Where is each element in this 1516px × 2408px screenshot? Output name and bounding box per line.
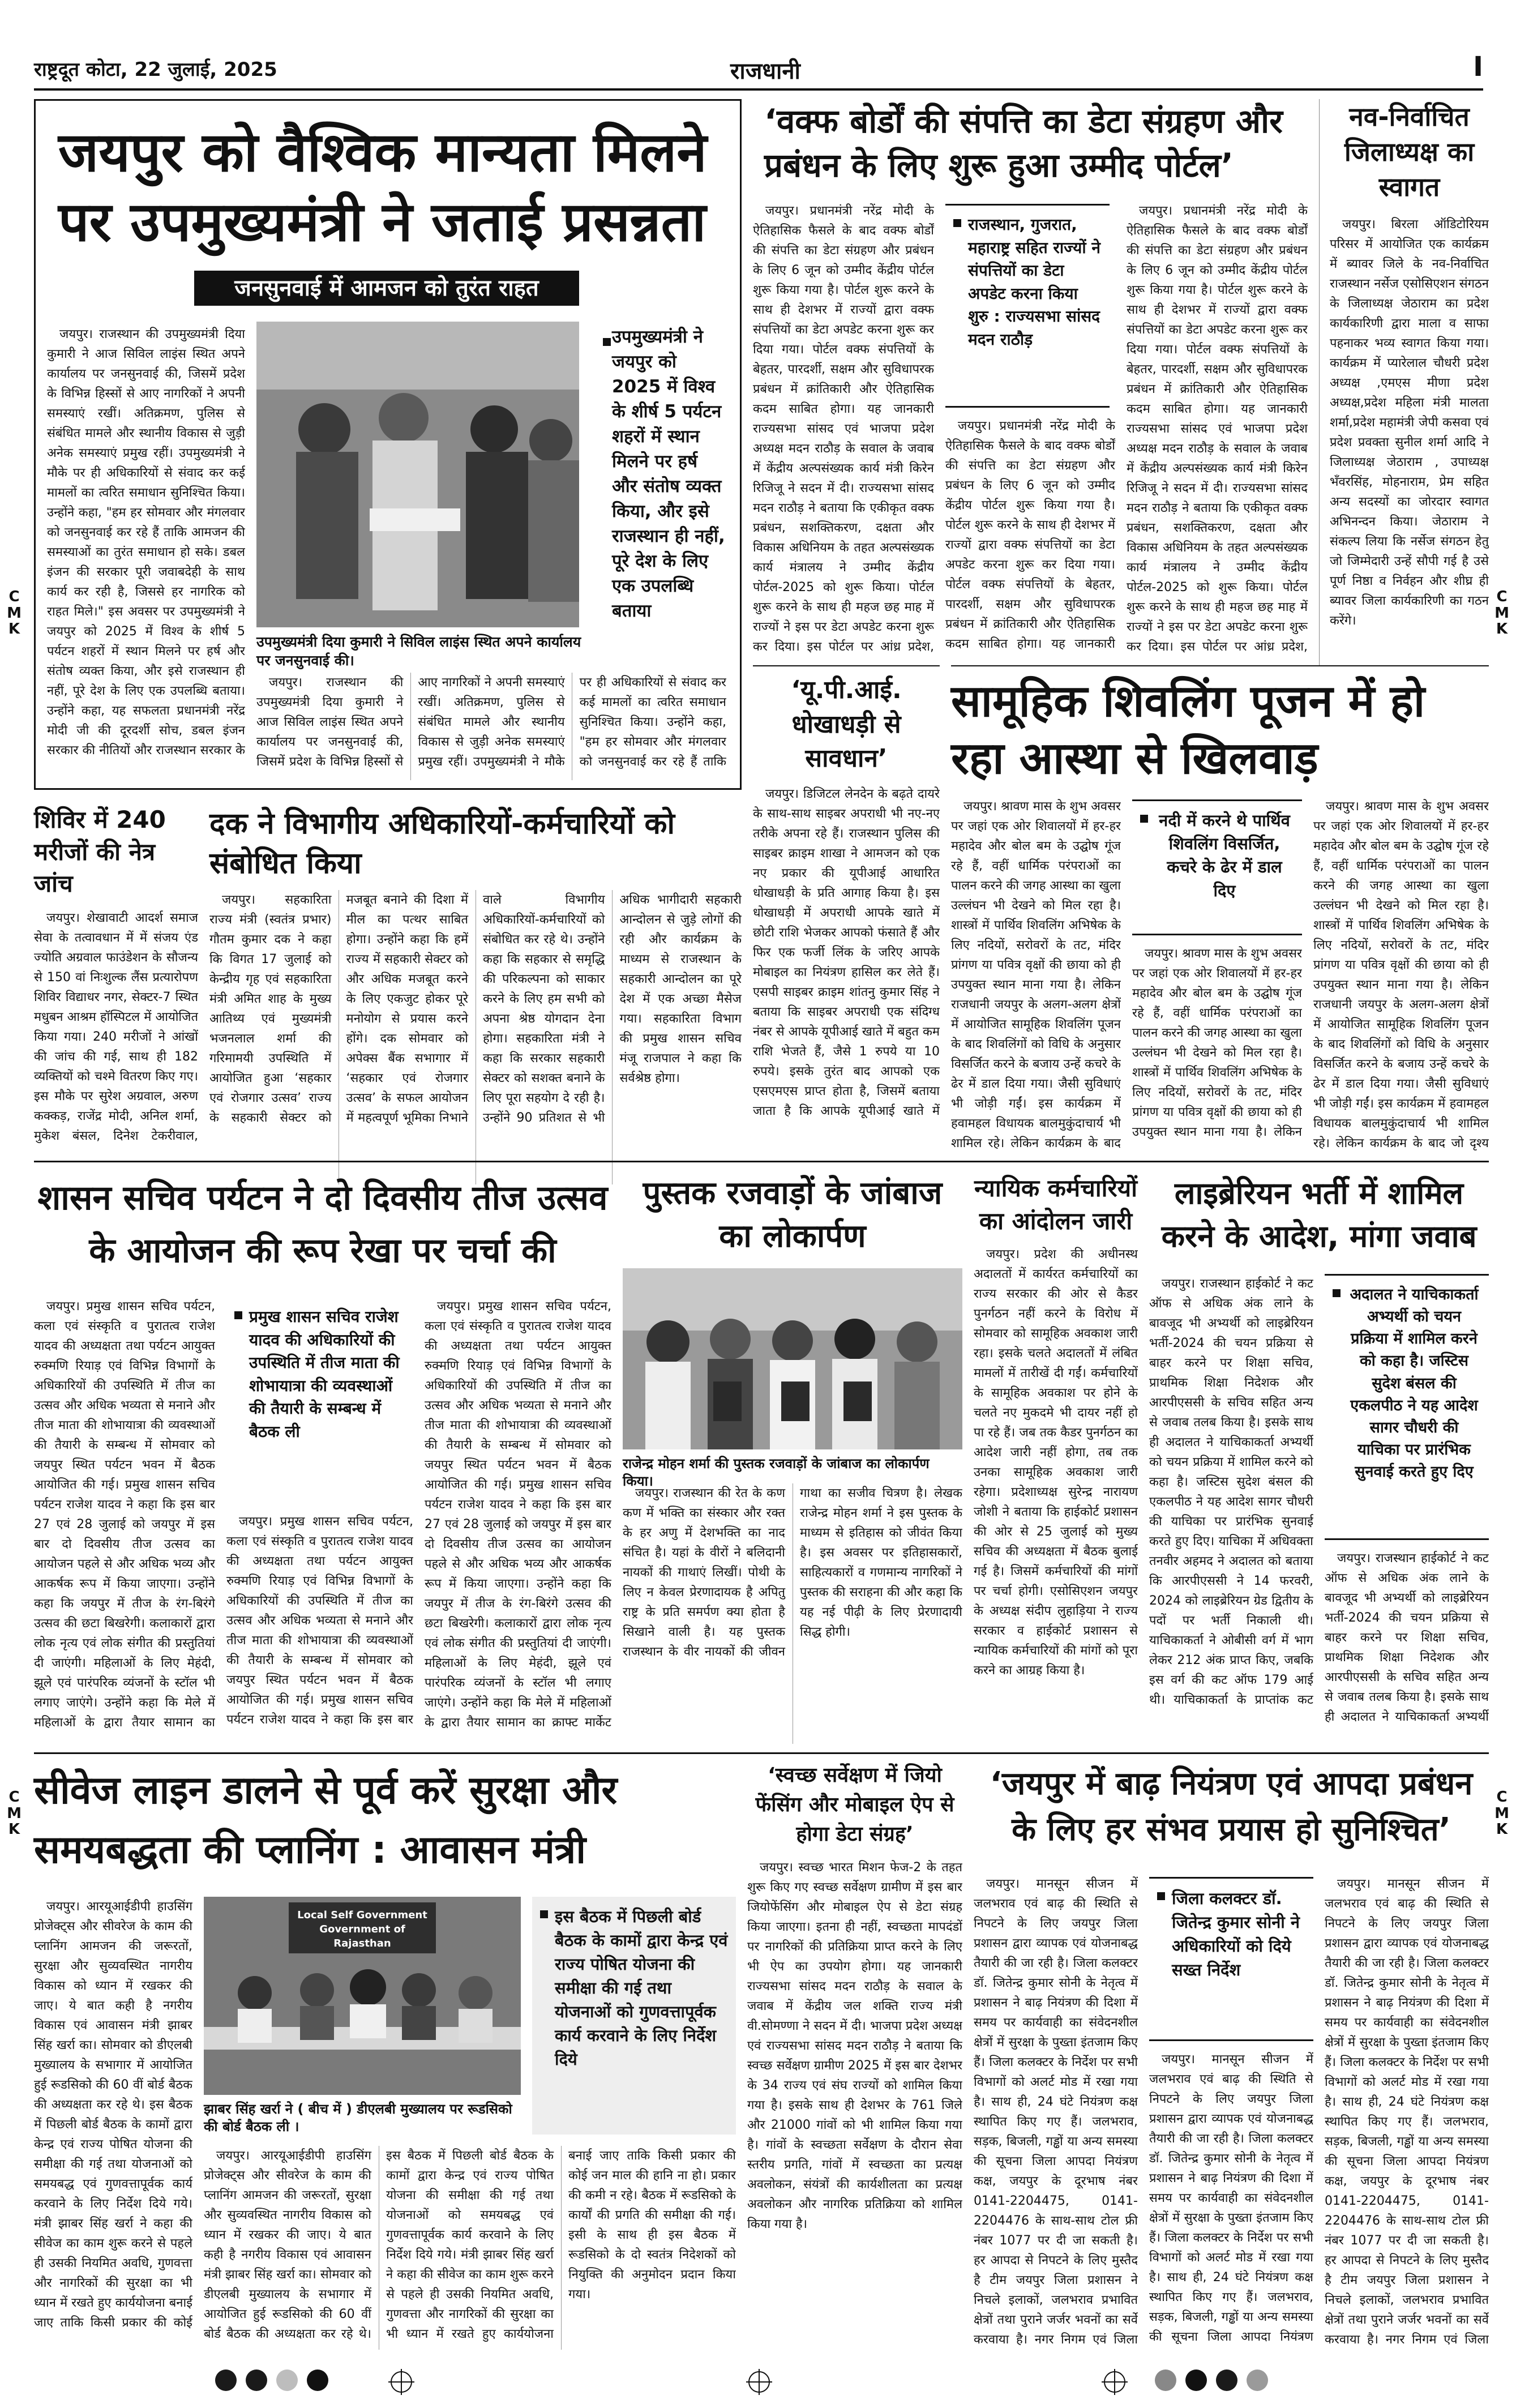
article-text: जयपुर। आरयूआईडीपी हाउसिंग प्रोजेक्ट्स और सीवरेज के काम की प्लानिंग आमजन की जरूरतों, सुरक्षा और सुव्यवस्थित नागरीय विकास को ध्यान में रखकर की जाए। ये बात कही है नगरीय विकास एवं आवासन मंत्री झाबर सिंह खर्रा का। सोमवार को डीएलबी मुख्यालय के सभागार में आयोजित हुई रूडसिको की 60 वीं बोर्ड बैठक की अध्यक्षता कर रहे थे। इस बैठक में पिछली बोर्ड बैठक के कामों द्वारा केन्द्र एवं राज्य पोषित योजना की समीक्षा की गई तथा योजनाओं को समयबद्ध एवं गुणवत्तापूर्वक कार्य करवाने के लिए निर्देश दिये गये। मंत्री झाबर सिंह खर्रा ने कहा की सीवेज का काम शुरू करने से पहले ही उसकी नियमित अवधि, गुणवत्ता और नागरिकों की सुरक्षा का भी ध्यान में रखते हुए कार्ययोजना बनाई जाए ताकि किसी प्रकार की कोई xyxy=(34,1900,192,2330)
article-body xyxy=(623,1483,962,1744)
article-body-col1 xyxy=(34,1297,215,1744)
article-text: जयपुर। श्रावण मास के शुभ अवसर पर जहां एक ओर शिवालयों में हर-हर महादेव और बोल बम के उद्घोष गूंज रहे हैं, वहीं धार्मिक परंपराओं का पालन करने की जगह आस्था का खुला उल्लंघन भी देखने को मिल रहा है। शास्त्रों में पार्थिव शिवलिंग अभिषेक के लिए नदियों, सरोवरों के तट, मंदिर प्रांगण या पवित्र वृक्षों की छाया को ही उपयुक्त स्थान माना गया है। लेकिन राजधानी जयपुर के अलग-अलग क्षेत्रों में आयोजित सामूहिक शिवलिंग पूजन के बाद शिवलिंगों को विधि के अनुसार विसर्जित करने के बजाय उन्हें कचरे के ढेर में डाल दिया गया। जैसी सुविधाएं भी जोड़ी गईं। इस कार्यक्रम में हवामहल विधायक बालमुकुंदाचार्य भी शामिल रहे। लेकिन कार्यक्रम के बाद xyxy=(951,799,1121,1150)
article-body-col3 xyxy=(1127,201,1308,665)
article-body-col3 xyxy=(1325,1874,1489,2350)
article-headline: नव-निर्वाचित जिलाध्यक्ष का स्वागत xyxy=(1344,101,1475,203)
article-judicial-staff xyxy=(974,1172,1138,1744)
cmk-m: M xyxy=(7,604,22,622)
article-shivling xyxy=(951,665,1489,1152)
registration-mark-icon xyxy=(1104,2371,1125,2393)
quote-text: प्रमुख शासन सचिव राजेश यादव की अधिकारियों की उपस्थिति में तीज माता की शोभायात्रा की व्यवस्थाओं की तैयारी के सम्बन्ध में बैठक ली xyxy=(226,1298,413,1452)
cmk-marker xyxy=(5,1789,24,1838)
cmk-c: C xyxy=(1496,1789,1508,1806)
photo-caption: झाबर सिंह खर्रा ने ( बीच में ) डीएलबी मुख्यालय पर रूडसिको की बोर्ड बैठक ली । xyxy=(204,2101,512,2135)
article-headline: जयपुर को वैश्विक मान्यता मिलने पर उपमुख्यमंत्री ने जताई प्रसन्नता xyxy=(58,121,707,254)
article-waqf xyxy=(753,99,1308,665)
issue-date: राष्ट्रदूत कोटा, 22 जुलाई, 2025 xyxy=(34,58,277,81)
article-headline: सामूहिक शिवलिंग पूजन में हो रहा आस्था से खिलवाड़ xyxy=(951,676,1425,785)
article-body-col2 xyxy=(1325,1549,1489,1744)
article-body xyxy=(209,890,742,1184)
quote-text: अदालत ने याचिकाकर्ता अभ्यर्थी को चयन प्रक्रिया में शामिल करने को कहा है। जस्टिस सुदेश बंसल की एकलपीठ ने यह आदेश सागर चौधरी की याचिका पर प्रारंभिक सुनवाई करते हुए दिए xyxy=(1325,1276,1489,1491)
cmk-c: C xyxy=(8,1789,20,1806)
article-text: जयपुर। बिरला ऑडिटोरियम परिसर में आयोजित एक कार्यक्रम में ब्यावर जिले के नव-निर्वाचित राजस्थान नर्सेज एसोसिएशन संगठन के जिलाध्यक्ष जेठाराम का प्रदेश कार्यकारिणी द्वारा माला व साफा पहनाकर भव्य स्वागत किया गया। कार्यक्रम में प्यारेलाल चौधरी प्रदेश अध्यक्ष ,एमएस मीणा प्रदेश अध्यक्ष,प्रदेश महिला मंत्री मालता शर्मा,प्रदेश महामंत्री जेपी कसवा एवं प्रदेश प्रवक्ता सुनील शर्मा आदि ने जिलाध्यक्ष जेठाराम , उपाध्यक्ष भँवरसिंह, मोहनाराम, प्रेम सहित अन्य सदस्यों का जोरदार स्वागत अभिनन्दन किया। जेठाराम ने संकल्प लिया कि नर्सेज संगठन हेतु जो जिम्मेदारी उन्हें सौपी गई है उसे पूर्ण निष्ठा व निर्वहन और शीघ्र ही ब्यावर जिला कार्यकारिणी का गठन करेंगे। xyxy=(1330,217,1489,628)
article-headline: दक ने विभागीय अधिकारियों-कर्मचारियों को संबोधित किया xyxy=(209,807,675,881)
article-librarian xyxy=(1149,1172,1489,1744)
cmk-m: M xyxy=(1494,1804,1509,1822)
article-body-col2 xyxy=(945,416,1115,665)
news-photo xyxy=(623,1268,962,1449)
article-headline: पुस्तक रजवाड़ों के जांबाज का लोकार्पण xyxy=(643,1175,943,1255)
section-name: राजधानी xyxy=(730,58,800,84)
color-dot xyxy=(1155,2369,1176,2391)
article-text: जयपुर। आरयूआईडीपी हाउसिंग प्रोजेक्ट्स और सीवरेज के काम की प्लानिंग आमजन की जरूरतों, सुरक्षा और सुव्यवस्थित नागरीय विकास को ध्यान में रखकर की जाए। ये बात कही है नगरीय विकास एवं आवासन मंत्री झाबर सिंह खर्रा का। सोमवार को डीएलबी मुख्यालय के सभागार में आयोजित हुई रूडसिको की 60 वीं बोर्ड बैठक की अध्यक्षता कर रहे थे। इस बैठक में पिछली बोर्ड बैठक के कामों द्वारा केन्द्र एवं राज्य पोषित योजना की समीक्षा की गई तथा योजनाओं को समयबद्ध एवं गुणवत्तापूर्वक कार्य करवाने के लिए निर्देश दिये गये। मंत्री झाबर सिंह खर्रा ने कहा की सीवेज का काम शुरू करने से पहले ही उसकी नियमित अवधि, गुणवत्ता और नागरिकों की सुरक्षा का भी ध्यान में रखते हुए कार्ययोजना बनाई जाए ताकि किसी प्रकार की कोई जन माल की हानि ना हो। प्रकार की कमी न रहे। बैठक में रूडसिको के कार्यों की प्रगति की समीक्षा की गई। इसी के साथ ही इस बैठक में रूडसिको के दो स्वतंत्र निदेशकों को नियुक्ति की अनुमोदन प्रदान किया गया। xyxy=(204,2149,736,2341)
article-text: जयपुर। शेखावाटी आदर्श समाज सेवा के तत्वावधान में में संजय एंड ज्योति अग्रवाल फाउंडेशन के सौजन्य से 150 वां निःशुल्क लैंस प्रत्यारोपण शिविर विद्याधर नगर, सेक्टर-7 स्थित मधुबन आश्रम हॉस्पिटल में आयोजित किया गया। 240 मरीजों ने आंखों की जांच की गई, साथ ही 182 व्यक्तियों को चश्मे वितरण किए गए। इस मौके पर सुरेश अग्रवाल, अरुण कक्कड़, राजेंद्र मोदी, अनिल शर्मा, मुकेश बंसल, दिनेश टेकरीवाल, xyxy=(34,911,198,1144)
cmk-k: K xyxy=(8,1821,20,1838)
article-text: जयपुर। राजस्थान हाईकोर्ट ने कट ऑफ से अधिक अंक लाने के बावजूद भी अभ्यर्थी को लाइब्रेरियन भर्ती-2024 की चयन प्रक्रिया से बाहर करने पर शिक्षा सचिव, प्राथमिक शिक्षा निदेशक और आरपीएससी के सचिव सहित अन्य से जवाब तलब किया है। इसके साथ ही अदालत ने याचिकाकर्ता अभ्यर्थी को चयन प्रक्रिया में शामिल करने को कहा है। जस्टिस सुदेश बंसल की एकलपीठ ने यह आदेश सागर चौधरी की याचिका पर प्रारंभिक सुनवाई करते हुए दिए। याचिका में अधिवक्ता तनवीर अहमद ने अदालत को बताया कि आरपीएससी ने 14 फरवरी, 2024 को लाइब्रेरियन ग्रेड द्वितीय के पदों पर भर्ती निकाली थी। याचिकाकर्ता ने ओबीसी वर्ग में भाग लेकर 212 अंक प्राप्त किए, जबकि इस वर्ग की कट ऑफ 179 आई थी। याचिकाकर्ता के प्राप्तांक कट xyxy=(1149,1277,1313,1707)
article-text: जयपुर। मानसून सीजन में जलभराव एवं बाढ़ की स्थिति से निपटने के लिए जयपुर जिला प्रशासन द्वारा व्यापक एवं योजनाबद्ध तैयारी की जा रही है। जिला कलक्टर डॉ. जितेन्द्र कुमार सोनी के नेतृत्व में प्रशासन ने बाढ़ नियंत्रण की दिशा में समय पर कार्यवाही का संवेदनशील क्षेत्रों में सुरक्षा के पुख्ता इंतजाम किए हैं। जिला कलक्टर के निर्देश पर सभी विभागों को अलर्ट मोड में रखा गया है। साथ ही, 24 घंटे नियंत्रण कक्ष स्थापित किए गए हैं। जलभराव, सड़क, बिजली, गड्ढों या अन्य समस्या की सूचना जिला आपदा नियंत्रण xyxy=(1149,2052,1313,2344)
article-body-col2 xyxy=(1132,944,1302,1153)
article-new-district-president xyxy=(1319,99,1489,665)
article-body-bottom xyxy=(204,2146,736,2350)
article-text: जयपुर। राजस्थान की उपमुख्यमंत्री दिया कुमारी ने आज सिविल लाइंस स्थित अपने कार्यालय पर जनसुनवाई की, जिसमें प्रदेश के विभिन्न हिस्सों से आए नागरिकों ने अपनी समस्याएं रखीं। अतिक्रमण, पुलिस से संबंधित मामले और स्थानीय विकास से जुड़ी अनेक समस्याएं प्रमुख रहीं। उपमुख्यमंत्री ने मौके पर ही अधिकारियों से संवाद कर कई मामलों का त्वरित समाधान सुनिश्चित किया। उन्होंने कहा, "हम हर सोमवार और मंगलवार को जनसुनवाई कर रहे हैं ताकि आमजन की समस्याओं का तुरंत समाधान हो सके। डबल इंजन की सरकार पूरी जवाबदेही के साथ कार्य कर रही है, जिससे हर नागरिक को राहत मिले।" इस अवसर पर उपमुख्यमंत्री ने जयपुर को 2025 में विश्व के शीर्ष 5 पर्यटन शहरों में स्थान मिलने पर हर्ष और संतोष व्यक्त किया, और इसे राजस्थान ही नहीं, पूरे देश के लिए एक उपलब्धि बताया। उन्होंने कहा, यह सफलता प्रधानमंत्री नरेंद्र मोदी जी की दूरदर्शी सोच, डबल इंजन सरकार की नीतियों और राजस्थान सरकार के xyxy=(47,327,245,758)
article-text: जयपुर। श्रावण मास के शुभ अवसर पर जहां एक ओर शिवालयों में हर-हर महादेव और बोल बम के उद्घोष गूंज रहे हैं, वहीं धार्मिक परंपराओं का पालन करने की जगह आस्था का खुला उल्लंघन भी देखने को मिल रहा है। शास्त्रों में पार्थिव शिवलिंग अभिषेक के लिए नदियों, सरोवरों के तट, मंदिर प्रांगण या पवित्र वृक्षों की छाया को ही उपयुक्त स्थान माना गया है। लेकिन xyxy=(1132,947,1302,1139)
article-text: जयपुर। स्वच्छ भारत मिशन फेज-2 के तहत शुरू किए गए स्वच्छ सर्वेक्षण ग्रामीण में इस बार जियोफेंसिंग और मोबाइल ऐप से डेटा संग्रह किया जाएगा। इतना ही नहीं, स्वच्छता मापदंडों पर नागरिकों की प्रतिक्रिया प्राप्त करने के लिए भी ऐप का उपयोग होगा। यह जानकारी राज्यसभा सांसद मदन राठौड़ के सवाल के जवाब में केंद्रीय जल शक्ति राज्य मंत्री वी.सोमण्णा ने सदन में दी। भाजपा प्रदेश अध्यक्ष एवं राज्यसभा सांसद मदन राठौड़ ने बताया कि स्वच्छ सर्वेक्षण ग्रामीण 2025 में इस बार देशभर के 34 राज्य एवं संघ राज्यों को शामिल किया गया है। इसके साथ ही देशभर के 761 जिले और 21000 गांवों को भी शामिल किया गया है। गांवों के स्वच्छता सर्वेक्षण के दौरान सेवा स्तरीय प्रगति, गांवों में स्वच्छता का प्रत्यक्ष अवलोकन, संयंत्रों की कार्यशीलता का प्रत्यक्ष अवलोकन और नागरिक प्रतिक्रिया को शामिल किया गया है। xyxy=(747,1860,962,2231)
article-book-launch xyxy=(623,1172,962,1744)
quote-text: नदी में करने थे पार्थिव शिवलिंग विसर्जित, कचरे के ढेर में डाल दिए xyxy=(1132,801,1302,910)
article-text: जयपुर। राजस्थान हाईकोर्ट ने कट ऑफ से अधिक अंक लाने के बावजूद भी अभ्यर्थी को लाइब्रेरियन भर्ती-2024 की चयन प्रक्रिया से बाहर करने पर शिक्षा सचिव, प्राथमिक शिक्षा निदेशक और आरपीएससी के सचिव सहित अन्य से जवाब तलब किया है। इसके साथ ही अदालत ने याचिकाकर्ता अभ्यर्थी xyxy=(1325,1551,1489,1724)
highlight-quote xyxy=(226,1298,413,1507)
article-headline: शासन सचिव पर्यटन ने दो दिवसीय तीज उत्सव के आयोजन की रूप रेखा पर चर्चा की xyxy=(37,1178,608,1271)
article-text: जयपुर। राजस्थान की उपमुख्यमंत्री दिया कुमारी ने आज सिविल लाइंस स्थित अपने कार्यालय पर जनसुनवाई की, जिसमें प्रदेश के विभिन्न हिस्सों से आए नागरिकों ने अपनी समस्याएं रखीं। अतिक्रमण, पुलिस से संबंधित मामले और स्थानीय विकास से जुड़ी अनेक समस्याएं प्रमुख रहीं। उपमुख्यमंत्री ने मौके पर ही अधिकारियों से संवाद कर कई मामलों का त्वरित समाधान सुनिश्चित किया। उन्होंने कहा, "हम हर सोमवार और मंगलवार को जनसुनवाई कर रहे हैं ताकि xyxy=(256,675,726,769)
article-body xyxy=(974,1244,1138,1697)
article-text: जयपुर। प्रमुख शासन सचिव पर्यटन, कला एवं संस्कृति व पुरातत्व राजेश यादव की अध्यक्षता तथा पर्यटन आयुक्त रुक्मणि रियाड़ एवं विभिन्न विभागों के अधिकारियों की उपस्थिति में तीज का उत्सव और अधिक भव्यता से मनाने और तीज माता की शोभायात्रा की व्यवस्थाओं की तैयारी के सम्बन्ध में सोमवार को जयपुर स्थित पर्यटन भवन में बैठक आयोजित की गई। प्रमुख शासन सचिव पर्यटन राजेश यादव ने कहा कि इस बार 27 एवं 28 जुलाई को जयपुर में इस बार दो दिवसीय तीज उत्सव का आयोजन पहले से और अधिक भव्य और आकर्षक रूप में किया जाएगा। उन्होंने कहा कि जयपुर में तीज के रंग-बिरंगे उत्सव की छटा बिखरेगी। कलाकारों द्वारा लोक नृत्य एवं लोक संगीत की प्रस्तुतियां दी जाएंगी। महिलाओं के लिए मेहंदी, झूले एवं पारंपरिक व्यंजनों के स्टॉल भी लगाए जाएंगे। उन्होंने कहा कि मेले में महिलाओं के द्वारा तैयार सामान का xyxy=(34,1299,215,1730)
cmk-c: C xyxy=(8,588,20,605)
cmk-k: K xyxy=(8,621,20,638)
article-text: जयपुर। प्रधानमंत्री नरेंद्र मोदी के ऐतिहासिक फैसले के बाद वक्फ बोर्डों की संपत्ति का डेटा संग्रहण और प्रबंधन के लिए 6 जून को उम्मीद केंद्रीय पोर्टल शुरू किया गया है। पोर्टल शुरू करने के साथ ही देशभर में राज्यों द्वारा वक्फ संपत्तियों का डेटा अपडेट करना शुरू कर दिया गया। पोर्टल वक्फ संपत्तियों के बेहतर, पारदर्शी, सक्षम और सुविधापरक प्रबंधन में क्रांतिकारी और ऐतिहासिक कदम साबित होगा। यह जानकारी राज्यसभा सांसद एवं भाजपा प्रदेश अध्यक्ष मदन राठौड़ के सवाल के जवाब में केंद्रीय अल्पसंख्यक कार्य मंत्री किरेन रिजिजू ने सदन में दी। राज्यसभा सांसद मदन राठौड़ ने बताया कि एकीकृत वक्फ प्रबंधन, सशक्तिकरण, दक्षता और विकास अधिनियम के तहत अल्पसंख्यक कार्य मंत्रालय ने उम्मीद केंद्रीय पोर्टल-2025 को शुरू किया। पोर्टल शुरू करने के साथ ही महज छह माह में राज्यों ने इस पर डेटा अपडेट करना शुरू कर दिया। इस पोर्टल पर आंध्र प्रदेश, xyxy=(753,204,934,654)
highlight-quote xyxy=(945,204,1110,408)
article-upi-fraud xyxy=(753,665,940,1152)
cmk-m: M xyxy=(1494,604,1509,622)
article-body xyxy=(34,908,198,1157)
article-body-col3 xyxy=(1313,797,1489,1153)
article-text: जयपुर। प्रमुख शासन सचिव पर्यटन, कला एवं संस्कृति व पुरातत्व राजेश यादव की अध्यक्षता तथा पर्यटन आयुक्त रुक्मणि रियाड़ एवं विभिन्न विभागों के अधिकारियों की उपस्थिति में तीज का उत्सव और अधिक भव्यता से मनाने और तीज माता की शोभायात्रा की व्यवस्थाओं की तैयारी के सम्बन्ध में सोमवार को जयपुर स्थित पर्यटन भवन में बैठक आयोजित की गई। प्रमुख शासन सचिव पर्यटन राजेश यादव ने कहा कि इस बार xyxy=(226,1515,413,1727)
article-body xyxy=(753,784,940,1135)
color-dot xyxy=(1216,2369,1237,2391)
section-divider xyxy=(34,1161,1489,1162)
registration-mark-icon xyxy=(391,2371,412,2393)
article-body xyxy=(747,1858,962,2328)
section-divider xyxy=(34,1752,1489,1754)
photo-caption: उपमुख्यमंत्री दिया कुमारी ने सिविल लाइंस स्थित अपने कार्यालय पर जनसुनवाई की। xyxy=(256,634,581,669)
highlight-quote xyxy=(532,1897,736,2135)
article-swachh-survey xyxy=(747,1761,962,2350)
cmk-c: C xyxy=(1496,588,1508,605)
article-headline: न्यायिक कर्मचारियों का आंदोलन जारी xyxy=(974,1174,1137,1235)
color-dot xyxy=(246,2369,267,2391)
quote-text: राजस्थान, गुजरात, महाराष्ट्र सहित राज्यों ने संपत्तियों का डेटा अपडेट करना किया शुरु : राज्यसभा सांसद मदन राठौड़ xyxy=(945,206,1110,360)
article-body xyxy=(1330,215,1489,651)
page-header xyxy=(34,51,1483,91)
cmk-marker xyxy=(5,589,24,638)
cmk-marker xyxy=(1492,1789,1511,1838)
highlight-quote xyxy=(595,324,726,622)
article-flood-control xyxy=(974,1761,1489,2350)
article-text: जयपुर। डिजिटल लेनदेन के बढ़ते दायरे के साथ-साथ साइबर अपराधी भी नए-नए तरीके अपना रहे हैं। राजस्थान पुलिस की साइबर क्राइम शाखा ने आमजन को एक नए प्रकार की यूपीआई आधारित धोखाधड़ी के प्रति आगाह किया है। इस धोखाधड़ी में अपराधी आपके खाते में छोटी राशि भेजकर आपको फंसाते हैं और फिर एक फर्जी लिंक के जरिए आपके मोबाइल का नियंत्रण हासिल कर लेते हैं। एसपी साइबर क्राइम शांतनु कुमार सिंह ने बताया कि साइबर अपराधी एक संदिग्ध नंबर से आपके यूपीआई खाते में बहुत कम राशि भेजते हैं, जैसे 1 रुपये या 10 रुपये। इसके तुरंत बाद आपको एक एसएमएस प्राप्त होता है, जिसमें बताया जाता है कि आपके यूपीआई खाते में xyxy=(753,787,940,1119)
article-cooperative xyxy=(209,804,742,1152)
article-body-col1 xyxy=(753,201,934,665)
article-body-col1 xyxy=(974,1874,1138,2350)
article-headline: शिविर में 240 मरीजों की नेत्र जांच xyxy=(34,806,166,898)
article-text: जयपुर। सहकारिता राज्य मंत्री (स्वतंत्र प्रभार) गौतम कुमार दक ने कहा कि विगत 17 जुलाई को केन्द्रीय गृह एवं सहकारिता मंत्री अमित शाह के मुख्य आतिथ्य एवं मुख्यमंत्री भजनलाल शर्मा की गरिमामयी उपस्थिति में आयोजित हुआ ‘सहकार एवं रोजगार उत्सव’ राज्य के सहकारी सेक्टर को मजबूत बनाने की दिशा में मील का पत्थर साबित होगा। उन्होंने कहा कि हमें राज्य में सहकारी सेक्टर को और अधिक मजबूत करने के लिए एकजुट होकर पूरे मनोयोग से प्रयास करने होंगे। दक सोमवार को अपेक्स बैंक सभागार में ‘सहकार एवं रोजगार उत्सव’ के सफल आयोजन में महत्वपूर्ण भूमिका निभाने वाले विभागीय अधिकारियों-कर्मचारियों को संबोधित कर रहे थे। उन्होंने कहा कि सहकार से समृद्धि की परिकल्पना को साकार करने के लिए हम सभी को अपना श्रेष्ठ योगदान देना होगा। सहकारिता मंत्री ने कहा कि सरकार सहकारी सेक्टर को सशक्त बनाने के लिए पूरा सहयोग दे रही है। उन्होंने 90 प्रतिशत से भी अधिक भागीदारी सहकारी आन्दोलन से जुड़े लोगों की रही और कार्यक्रम के माध्यम से राजस्थान के सहकारी आन्दोलन का पूरे देश में एक अच्छा मैसेज गया। सहकारिता विभाग की प्रमुख शासन सचिव मंजू राजपाल ने कहा कि सर्वश्रेष्ठ होगा। xyxy=(209,893,742,1126)
article-headline: ‘जयपुर में बाढ़ नियंत्रण एवं आपदा प्रबंधन के लिए हर संभव प्रयास हो सुनिश्चित’ xyxy=(990,1765,1473,1849)
color-dot xyxy=(276,2369,298,2391)
article-body-col1 xyxy=(1149,1274,1313,1744)
photo-banner-text: Local Self Government Government of Rajasthan xyxy=(297,1909,427,1950)
page-number: I xyxy=(1473,51,1483,83)
article-headline: लाइब्रेरियन भर्ती में शामिल करने के आदेश, मांगा जवाब xyxy=(1161,1175,1477,1254)
cmk-k: K xyxy=(1496,621,1508,638)
highlight-quote xyxy=(1132,799,1302,935)
article-headline: ‘यू.पी.आई. धोखाधड़ी से सावधान’ xyxy=(791,675,902,773)
article-body-col2 xyxy=(226,1512,413,1744)
cmk-marker xyxy=(1492,589,1511,638)
book-launch-photo-illustration xyxy=(623,1268,962,1449)
quote-text: जिला कलक्टर डॉ. जितेन्द्र कुमार सोनी ने अधिकारियों को दिये सख्त निर्देश xyxy=(1149,1879,1313,1990)
article-body-col1 xyxy=(34,1897,192,2350)
article-body-col2 xyxy=(1149,2050,1313,2350)
article-text: जयपुर। प्रमुख शासन सचिव पर्यटन, कला एवं संस्कृति व पुरातत्व राजेश यादव की अध्यक्षता तथा पर्यटन आयुक्त रुक्मणि रियाड़ एवं विभिन्न विभागों के अधिकारियों की उपस्थिति में तीज का उत्सव और अधिक भव्यता से मनाने और तीज माता की शोभायात्रा की व्यवस्थाओं की तैयारी के सम्बन्ध में सोमवार को जयपुर स्थित पर्यटन भवन में बैठक आयोजित की गई। प्रमुख शासन सचिव पर्यटन राजेश यादव ने कहा कि इस बार 27 एवं 28 जुलाई को जयपुर में इस बार दो दिवसीय तीज उत्सव का आयोजन पहले से और अधिक भव्य और आकर्षक रूप में किया जाएगा। उन्होंने कहा कि जयपुर में तीज के रंग-बिरंगे उत्सव की छटा बिखरेगी। कलाकारों द्वारा लोक नृत्य एवं लोक संगीत की प्रस्तुतियां दी जाएंगी। महिलाओं के लिए मेहंदी, झूले एवं पारंपरिक व्यंजनों के स्टॉल भी लगाए जाएंगे। उन्होंने कहा कि मेले में महिलाओं के द्वारा तैयार सामान का क्राफ्ट मार्केट xyxy=(425,1299,611,1730)
color-dot xyxy=(1247,2369,1268,2391)
article-text: जयपुर। प्रधानमंत्री नरेंद्र मोदी के ऐतिहासिक फैसले के बाद वक्फ बोर्डों की संपत्ति का डेटा संग्रहण और प्रबंधन के लिए 6 जून को उम्मीद केंद्रीय पोर्टल शुरू किया गया है। पोर्टल शुरू करने के साथ ही देशभर में राज्यों द्वारा वक्फ संपत्तियों का डेटा अपडेट करना शुरू कर दिया गया। पोर्टल वक्फ संपत्तियों के बेहतर, पारदर्शी, सक्षम और सुविधापरक प्रबंधन में क्रांतिकारी और ऐतिहासिक कदम साबित होगा। यह जानकारी xyxy=(945,419,1115,651)
quote-text: इस बैठक में पिछली बोर्ड बैठक के कामों द्वारा केन्द्र एवं राज्य पोषित योजना की समीक्षा की गई तथा योजनाओं को गुणवत्तापूर्वक कार्य करवाने के लिए निर्देश दिये xyxy=(532,1897,736,2079)
article-text: जयपुर। राजस्थान की रेत के कण कण में भक्ति का संस्कार और रक्त के हर अणु में देशभक्ति का नाद संचित है। यहां के वीरों ने बलिदानी नायकों की गाथाएं लिखीं। पोथी के लिए न केवल प्रेरणादायक है अपितु राष्ट्र के प्रति समर्पण क्या होता है सिखाने वाली है। यह पुस्तक राजस्थान के वीर नायकों की जीवन गाथा का सजीव चित्रण है। लेखक राजेन्द्र मोहन शर्मा ने इस पुस्तक के माध्यम से इतिहास को जीवंत किया है। इस अवसर पर इतिहासकारों, साहित्यकारों व गणमान्य नागरिकों ने पुस्तक की सराहना की और कहा कि यह नई पीढ़ी के लिए प्रेरणादायी सिद्ध होगी। xyxy=(623,1486,962,1659)
article-deputy-cm xyxy=(34,99,742,790)
registration-mark-icon xyxy=(748,2371,770,2393)
cmk-m: M xyxy=(7,1804,22,1822)
article-text: जयपुर। मानसून सीजन में जलभराव एवं बाढ़ की स्थिति से निपटने के लिए जयपुर जिला प्रशासन द्वारा व्यापक एवं योजनाबद्ध तैयारी की जा रही है। जिला कलक्टर डॉ. जितेन्द्र कुमार सोनी के नेतृत्व में प्रशासन ने बाढ़ नियंत्रण की दिशा में समय पर कार्यवाही का संवेदनशील क्षेत्रों में सुरक्षा के पुख्ता इंतजाम किए हैं। जिला कलक्टर के निर्देश पर सभी विभागों को अलर्ट मोड में रखा गया है। साथ ही, 24 घंटे नियंत्रण कक्ष स्थापित किए गए हैं। जलभराव, सड़क, बिजली, गड्ढों या अन्य समस्या की सूचना जिला आपदा नियंत्रण कक्ष, जयपुर के दूरभाष नंबर 0141-2204475, 0141-2204476 के साथ-साथ टोल फ्री नंबर 1077 पर दी जा सकती है। हर आपदा से निपटने के लिए मुस्तैद है टीम जयपुर जिला प्रशासन ने निचले इलाकों, जलभराव प्रभावित क्षेत्रों तथा पुराने जर्जर भवनों का सर्वे करवाया है। नगर निगम एवं जिला xyxy=(974,1877,1138,2347)
article-subhead: जनसुनवाई में आमजन को तुरंत राहत xyxy=(194,271,579,306)
article-text: जयपुर। श्रावण मास के शुभ अवसर पर जहां एक ओर शिवालयों में हर-हर महादेव और बोल बम के उद्घोष गूंज रहे हैं, वहीं धार्मिक परंपराओं का पालन करने की जगह आस्था का खुला उल्लंघन भी देखने को मिल रहा है। शास्त्रों में पार्थिव शिवलिंग अभिषेक के लिए नदियों, सरोवरों के तट, मंदिर प्रांगण या पवित्र वृक्षों की छाया को ही उपयुक्त स्थान माना गया है। लेकिन राजधानी जयपुर के अलग-अलग क्षेत्रों में आयोजित सामूहिक शिवलिंग पूजन के बाद शिवलिंगों को विधि के अनुसार विसर्जित करने के बजाय उन्हें कचरे के ढेर में डाल दिया गया। जैसी सुविधाएं भी जोड़ी गईं। इस कार्यक्रम में हवामहल विधायक बालमुकुंदाचार्य भी शामिल रहे। लेकिन कार्यक्रम के बाद जो दृश्य xyxy=(1313,799,1489,1150)
article-headline: सीवेज लाइन डालने से पूर्व करें सुरक्षा और समयबद्धता की प्लानिंग : आवासन मंत्री xyxy=(34,1768,618,1873)
crowd-photo-illustration xyxy=(256,322,579,627)
article-headline: ‘वक्फ बोर्डों की संपत्ति का डेटा संग्रहण और प्रबंधन के लिए शुरू हुआ उम्मीद पोर्टल’ xyxy=(764,102,1283,185)
article-body-col3 xyxy=(425,1297,611,1744)
article-eye-camp xyxy=(34,804,198,1152)
color-bar-right xyxy=(1155,2369,1268,2391)
article-teej xyxy=(34,1172,611,1744)
article-body-col1 xyxy=(951,797,1121,1153)
article-body-col1 xyxy=(47,324,245,775)
color-bar-left xyxy=(215,2369,328,2391)
article-sewerage xyxy=(34,1761,736,2350)
color-dot xyxy=(307,2369,328,2391)
article-body-bottom xyxy=(256,673,726,780)
article-headline: ‘स्वच्छ सर्वेक्षण में जियो फेंसिंग और मोबाइल ऐप से होगा डेटा संग्रह’ xyxy=(755,1764,954,1846)
article-text: जयपुर। प्रधानमंत्री नरेंद्र मोदी के ऐतिहासिक फैसले के बाद वक्फ बोर्डों की संपत्ति का डेटा संग्रहण और प्रबंधन के लिए 6 जून को उम्मीद केंद्रीय पोर्टल शुरू किया गया है। पोर्टल शुरू करने के साथ ही देशभर में राज्यों द्वारा वक्फ संपत्तियों का डेटा अपडेट करना शुरू कर दिया गया। पोर्टल वक्फ संपत्तियों के बेहतर, पारदर्शी, सक्षम और सुविधापरक प्रबंधन में क्रांतिकारी और ऐतिहासिक कदम साबित होगा। यह जानकारी राज्यसभा सांसद एवं भाजपा प्रदेश अध्यक्ष मदन राठौड़ के सवाल के जवाब में केंद्रीय अल्पसंख्यक कार्य मंत्री किरेन रिजिजू ने सदन में दी। राज्यसभा सांसद मदन राठौड़ ने बताया कि एकीकृत वक्फ प्रबंधन, सशक्तिकरण, दक्षता और विकास अधिनियम के तहत अल्पसंख्यक कार्य मंत्रालय ने उम्मीद केंद्रीय पोर्टल-2025 को शुरू किया। पोर्टल शुरू करने के साथ ही महज छह माह में राज्यों ने इस पर डेटा अपडेट करना शुरू कर दिया। इस पोर्टल पर आंध्र प्रदेश, xyxy=(1127,204,1308,654)
news-photo xyxy=(204,1897,521,2095)
color-dot xyxy=(215,2369,237,2391)
highlight-quote xyxy=(1325,1274,1489,1540)
article-text: जयपुर। मानसून सीजन में जलभराव एवं बाढ़ की स्थिति से निपटने के लिए जयपुर जिला प्रशासन द्वारा व्यापक एवं योजनाबद्ध तैयारी की जा रही है। जिला कलक्टर डॉ. जितेन्द्र कुमार सोनी के नेतृत्व में प्रशासन ने बाढ़ नियंत्रण की दिशा में समय पर कार्यवाही का संवेदनशील क्षेत्रों में सुरक्षा के पुख्ता इंतजाम किए हैं। जिला कलक्टर के निर्देश पर सभी विभागों को अलर्ट मोड में रखा गया है। साथ ही, 24 घंटे नियंत्रण कक्ष स्थापित किए गए हैं। जलभराव, सड़क, बिजली, गड्ढों या अन्य समस्या की सूचना जिला आपदा नियंत्रण कक्ष, जयपुर के दूरभाष नंबर 0141-2204475, 0141-2204476 के साथ-साथ टोल फ्री नंबर 1077 पर दी जा सकती है। हर आपदा से निपटने के लिए मुस्तैद है टीम जयपुर जिला प्रशासन ने निचले इलाकों, जलभराव प्रभावित क्षेत्रों तथा पुराने जर्जर भवनों का सर्वे करवाया है। नगर निगम एवं जिला xyxy=(1325,1877,1489,2347)
cmk-k: K xyxy=(1496,1821,1508,1838)
quote-text: उपमुख्यमंत्री ने जयपुर को 2025 में विश्व के शीर्ष 5 पर्यटन शहरों में स्थान मिलने पर हर्ष और संतोष व्यक्त किया, और इसे राजस्थान ही नहीं, पूरे देश के लिए एक उपलब्धि बताया xyxy=(595,324,726,623)
news-photo xyxy=(256,322,579,627)
photo-caption: राजेन्द्र मोहन शर्मा की पुस्तक रजवाड़ों के जांबाज का लोकार्पण किया। xyxy=(623,1456,930,1490)
color-dot xyxy=(1185,2369,1207,2391)
highlight-quote xyxy=(1149,1877,1313,2041)
article-text: जयपुर। प्रदेश की अधीनस्थ अदालतों में कार्यरत कर्मचारियों का राज्य सरकार की ओर से कैडर पुनर्गठन नहीं करने के विरोध में सोमवार को सामूहिक अवकाश जारी रहा। इसके चलते अदालतों में लंबित मामलों में तारीखें दी गईं। कर्मचारियों के सामूहिक अवकाश पर होने के चलते नए मुकदमे भी दायर नहीं हो पा रहे हैं। जब तक कैडर पुनर्गठन का आदेश जारी नहीं होगा, तब तक उनका सामूहिक अवकाश जारी रहेगा। प्रदेशाध्यक्ष सुरेन्द्र नारायण जोशी ने बताया कि हाईकोर्ट प्रशासन की ओर से 25 जुलाई को मुख्य सचिव की अध्यक्षता में बैठक बुलाई गई है। जिसमें कर्मचारियों की मांगों पर चर्चा होगी। एसोसिएशन जयपुर के अध्यक्ष संदीप लुहाड़िया ने राज्य सरकार व हाईकोर्ट प्रशासन से न्यायिक कर्मचारियों की मांगों को पूरा करने का आग्रह किया है। xyxy=(974,1247,1138,1678)
